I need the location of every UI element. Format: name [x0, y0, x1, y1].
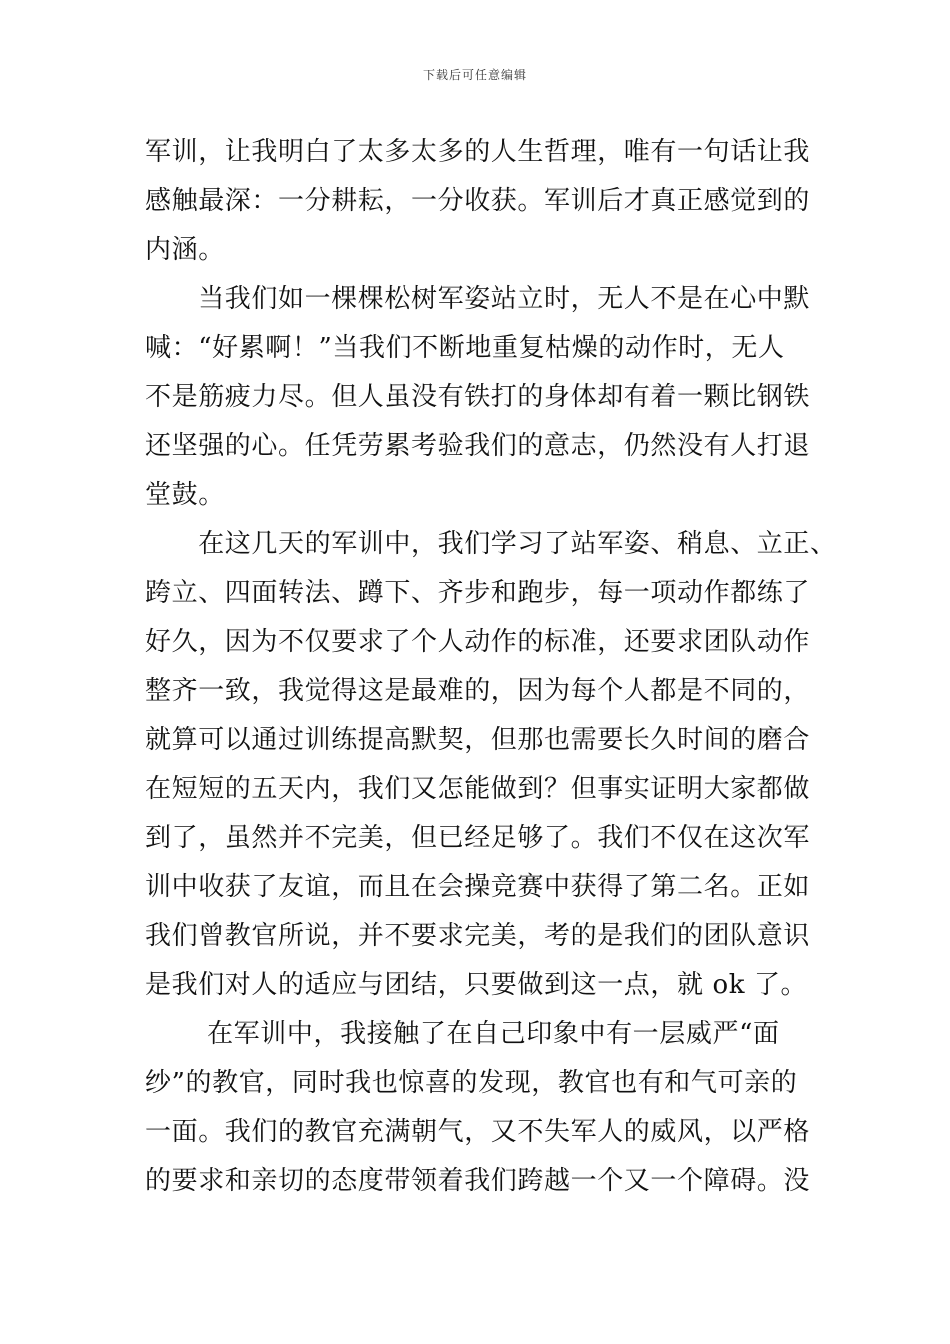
document-body [145, 128, 837, 1206]
text-line: 当我们如一棵棵松树军姿站立时，无人不是在心中默 [145, 284, 811, 314]
page-header-note: 下载后可任意编辑 [422, 68, 527, 82]
text-line: 喊：“好累啊！”当我们不断地重复枯燥的动作时，无人 [145, 333, 785, 363]
text-line: 训中收获了友谊，而且在会操竞赛中获得了第二名。正如 [145, 872, 811, 902]
text-line: 好久，因为不仅要求了个人动作的标准，还要求团队动作 [145, 627, 811, 657]
text-line: 是我们对人的适应与团结，只要做到这一点，就 ok 了。 [145, 970, 808, 1000]
text-line: 在短短的五天内，我们又怎能做到？但事实证明大家都做 [145, 774, 811, 804]
text-line: 的要求和亲切的态度带领着我们跨越一个又一个障碍。没 [145, 1166, 811, 1196]
text-line: 不是筋疲力尽。但人虽没有铁打的身体却有着一颗比钢铁 [145, 382, 811, 412]
text-line: 整齐一致，我觉得这是最难的，因为每个人都是不同的， [145, 676, 811, 706]
text-line: 堂鼓。 [145, 480, 225, 510]
text-line: 军训，让我明白了太多太多的人生哲理，唯有一句话让我 [145, 137, 811, 167]
text-line: 跨立、四面转法、蹲下、齐步和跑步，每一项动作都练了 [145, 578, 811, 608]
text-line: 在这几天的军训中，我们学习了站军姿、稍息、立正、 [145, 529, 837, 559]
text-line: 到了，虽然并不完美，但已经足够了。我们不仅在这次军 [145, 823, 811, 853]
text-line: 我们曾教官所说，并不要求完美，考的是我们的团队意识 [145, 921, 811, 951]
text-line: 纱”的教官，同时我也惊喜的发现，教官也有和气可亲的 [145, 1068, 798, 1098]
text-line: 感触最深：一分耕耘，一分收获。军训后才真正感觉到的 [145, 186, 811, 216]
text-line: 还坚强的心。任凭劳累考验我们的意志，仍然没有人打退 [145, 431, 811, 461]
text-line: 一面。我们的教官充满朝气，又不失军人的威风，以严格 [145, 1117, 811, 1147]
text-line: 在军训中，我接触了在自己印象中有一层威严“面 [145, 1019, 780, 1049]
text-line: 内涵。 [145, 235, 225, 265]
text-line: 就算可以通过训练提高默契，但那也需要长久时间的磨合 [145, 725, 811, 755]
